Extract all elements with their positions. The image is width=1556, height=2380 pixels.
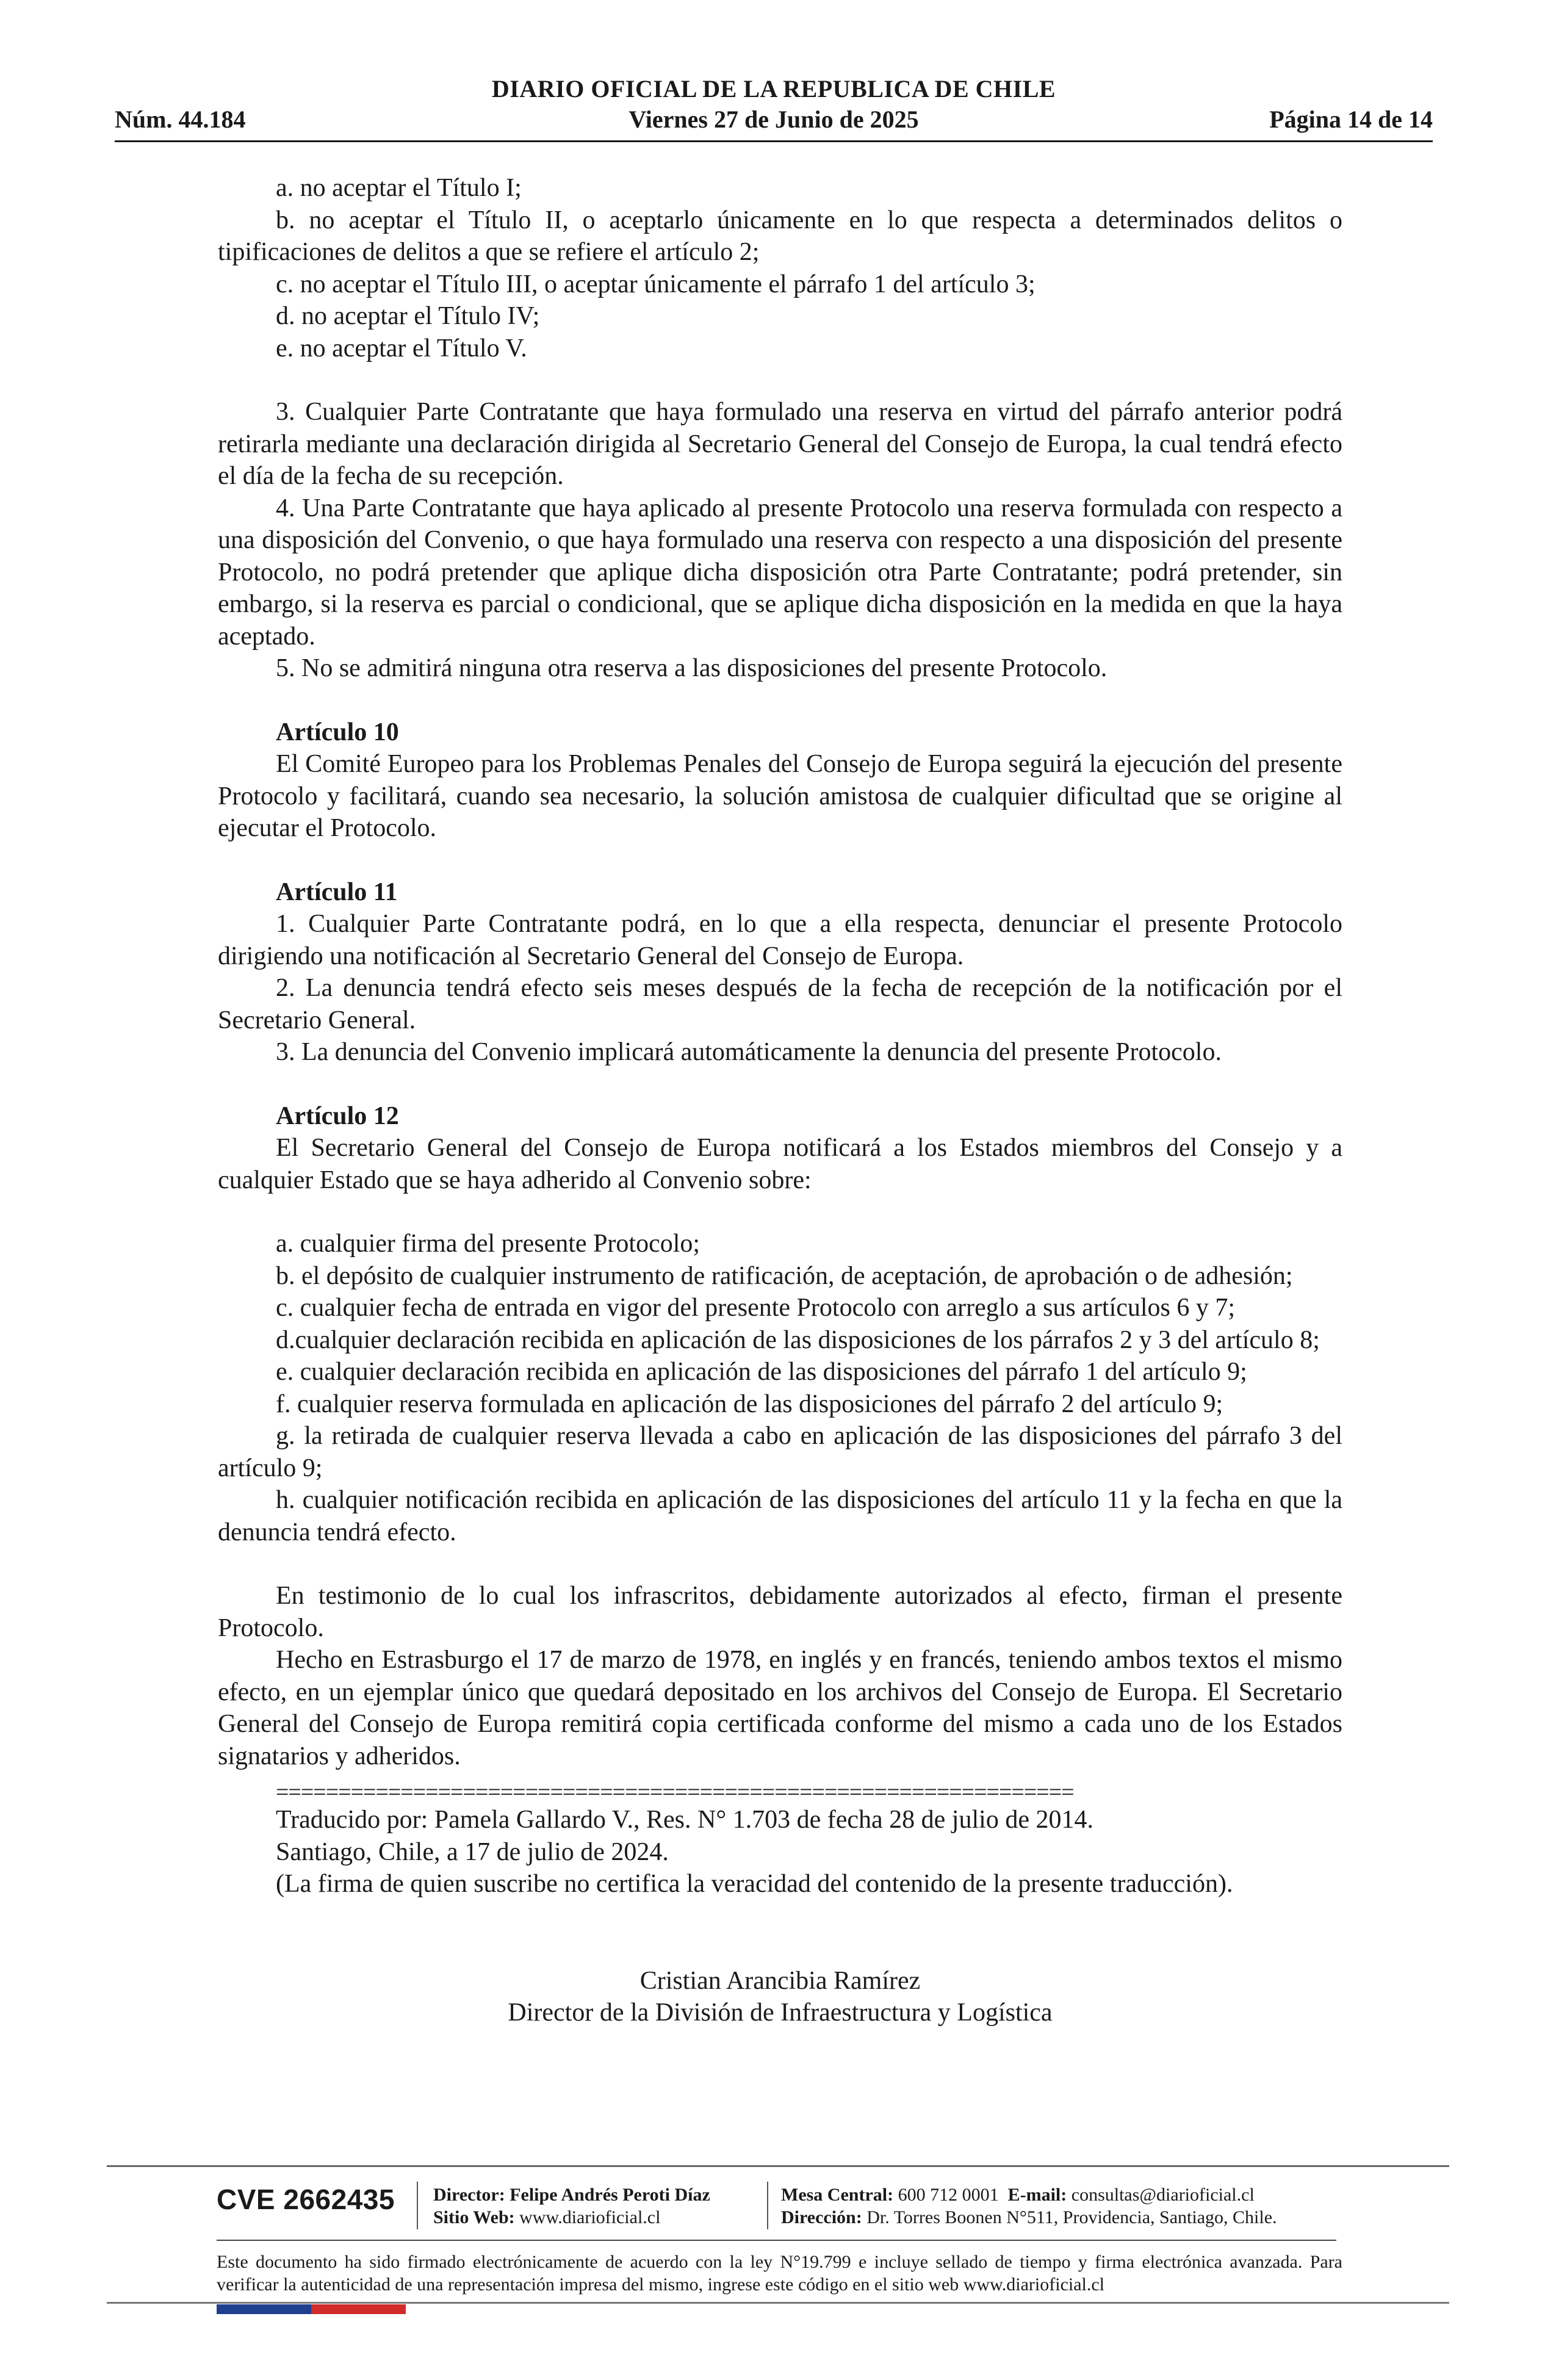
footer-separator <box>767 2182 768 2229</box>
director-name: Felipe Andrés Peroti Díaz <box>510 2185 710 2205</box>
spacer <box>218 1548 1342 1580</box>
translation-note: Santiago, Chile, a 17 de julio de 2024. <box>276 1837 669 1866</box>
list-item: e. no aceptar el Título V. <box>276 334 527 362</box>
list-item: h. cualquier notificación recibida en aplicación de las disposiciones del artículo 11 y la fecha en que la denuncia tendrá efecto. <box>218 1486 1342 1546</box>
paragraph: 3. Cualquier Parte Contratante que haya formulado una reserva en virtud del párrafo anterior podrá retirarla mediante una declaración dirigida al Secretario General del Consejo de Europa, la cual tendrá efecto el día de la fecha de su recepción. <box>218 398 1342 490</box>
email-label: E-mail: <box>1007 2185 1067 2205</box>
list-item: d.cualquier declaración recibida en aplicación de las disposiciones de los párrafos 2 y 3 del artículo 8; <box>276 1325 1320 1354</box>
issue-number: Núm. 44.184 <box>115 106 246 133</box>
flag-stripe-red <box>311 2304 406 2314</box>
header-divider <box>115 140 1433 142</box>
footer-contact-block <box>781 2183 1277 2229</box>
paragraph: El Secretario General del Consejo de Europa notificará a los Estados miembros del Consejo y a cualquier Estado que se haya adherido al Convenio sobre: <box>218 1134 1342 1194</box>
list-item: g. la retirada de cualquier reserva llevada a cabo en aplicación de las disposiciones del párrafo 3 del artículo 9; <box>218 1422 1342 1482</box>
paragraph: 2. La denuncia tendrá efecto seis meses después de la fecha de recepción de la notificación por el Secretario General. <box>218 974 1342 1034</box>
list-item: f. cualquier reserva formulada en aplicación de las disposiciones del párrafo 2 del artículo 9; <box>276 1390 1223 1418</box>
footer-divider <box>107 2165 1449 2167</box>
web-link[interactable]: www.diarioficial.cl <box>519 2207 661 2227</box>
separator-line: ================================================================ <box>276 1783 1074 1804</box>
spacer <box>218 1900 1342 1965</box>
signatory-title: Director de la División de Infraestructura y Logística <box>508 1999 1053 2027</box>
page-header <box>115 74 1433 148</box>
list-item: c. no aceptar el Título III, o aceptar únicamente el párrafo 1 del artículo 3; <box>276 270 1036 298</box>
signatory-name: Cristian Arancibia Ramírez <box>639 1966 921 1995</box>
paragraph: 1. Cualquier Parte Contratante podrá, en lo que a ella respecta, denunciar el presente Protocolo dirigiendo una notificación al Secretario General del Consejo de Europa. <box>218 910 1342 970</box>
spacer <box>218 1772 1342 1783</box>
paragraph: 5. No se admitirá ninguna otra reserva a las disposiciones del presente Protocolo. <box>276 654 1108 682</box>
phone-label: Mesa Central: <box>781 2185 894 2205</box>
list-item: e. cualquier declaración recibida en aplicación de las disposiciones del párrafo 1 del artículo 9; <box>276 1358 1247 1386</box>
list-item: b. no aceptar el Título II, o aceptarlo únicamente en lo que respecta a determinados delitos o tipificaciones de delitos a que se refiere el artículo 2; <box>218 206 1342 266</box>
spacer <box>218 1069 1342 1100</box>
phone-value: 600 712 0001 <box>898 2185 999 2205</box>
paragraph: En testimonio de lo cual los infrascritos, debidamente autorizados al efecto, firman el presente Protocolo. <box>218 1582 1342 1642</box>
footer-inner-divider <box>217 2240 1336 2241</box>
list-item: d. no aceptar el Título IV; <box>276 302 540 330</box>
director-label: Director: <box>433 2185 505 2205</box>
paragraph: 4. Una Parte Contratante que haya aplicado al presente Protocolo una reserva formulada con respecto a una disposición del Convenio, o que haya formulado una reserva con respecto a una disposición del presente Protocolo, no podrá pretender que aplique dicha disposición otra Parte Contratante; podrá pretender, sin embargo, si la reserva es parcial o condicional, que se aplique dicha disposición en la medida en que la haya aceptado. <box>218 494 1342 651</box>
email-link[interactable]: consultas@diarioficial.cl <box>1071 2185 1255 2205</box>
spacer <box>218 845 1342 876</box>
list-item: b. el depósito de cualquier instrumento de ratificación, de aceptación, de aprobación o de adhesión; <box>276 1261 1293 1290</box>
article-heading: Artículo 12 <box>276 1102 399 1130</box>
list-item: a. no aceptar el Título I; <box>276 174 522 202</box>
issue-date: Viernes 27 de Junio de 2025 <box>629 106 919 133</box>
spacer <box>218 364 1342 396</box>
spacer <box>218 1196 1342 1228</box>
footer-separator <box>417 2182 418 2229</box>
article-heading: Artículo 10 <box>276 718 399 746</box>
document-body <box>218 172 1342 2029</box>
flag-stripe-blue <box>217 2304 311 2314</box>
cve-code: CVE 2662435 <box>217 2183 395 2215</box>
footer-bottom-divider <box>107 2302 1449 2304</box>
publication-title: DIARIO OFICIAL DE LA REPUBLICA DE CHILE <box>491 75 1056 103</box>
paragraph: El Comité Europeo para los Problemas Penales del Consejo de Europa seguirá la ejecución del presente Protocolo y facilitará, cuando sea necesario, la solución amistosa de cualquier dificultad que se origine al ejecutar el Protocolo. <box>218 750 1342 842</box>
article-heading: Artículo 11 <box>276 878 398 906</box>
footer-director-block <box>433 2183 710 2229</box>
translation-note: Traducido por: Pamela Gallardo V., Res. N° 1.703 de fecha 28 de julio de 2014. <box>276 1806 1093 1834</box>
list-item: a. cualquier firma del presente Protocolo; <box>276 1230 701 1258</box>
paragraph: Hecho en Estrasburgo el 17 de marzo de 1978, en inglés y en francés, teniendo ambos textos el mismo efecto, en un ejemplar único que quedará depositado en los archivos del Consejo de Europa. El Secretario General del Consejo de Europa remitirá copia certificada conforme del mismo a cada uno de los Estados signatarios y adheridos. <box>218 1646 1342 1770</box>
list-item: c. cualquier fecha de entrada en vigor del presente Protocolo con arreglo a sus artículos 6 y 7; <box>276 1294 1236 1322</box>
address-label: Dirección: <box>781 2207 862 2227</box>
page-number: Página 14 de 14 <box>1269 106 1433 133</box>
spacer <box>218 685 1342 716</box>
address-value: Dr. Torres Boonen N°511, Providencia, Santiago, Chile. <box>866 2207 1277 2227</box>
web-label: Sitio Web: <box>433 2207 515 2227</box>
translation-note: (La firma de quien suscribe no certifica la veracidad del contenido de la presente traducción). <box>276 1870 1233 1898</box>
paragraph: 3. La denuncia del Convenio implicará automáticamente la denuncia del presente Protocolo. <box>276 1038 1222 1066</box>
legal-notice: Este documento ha sido firmado electrónicamente de acuerdo con la ley N°19.799 e incluye sellado de tiempo y firma electrónica avanzada. Para verificar la autenticidad de una representación impresa del mismo, ingrese este código en el sitio web www.diarioficial.cl <box>217 2252 1342 2295</box>
